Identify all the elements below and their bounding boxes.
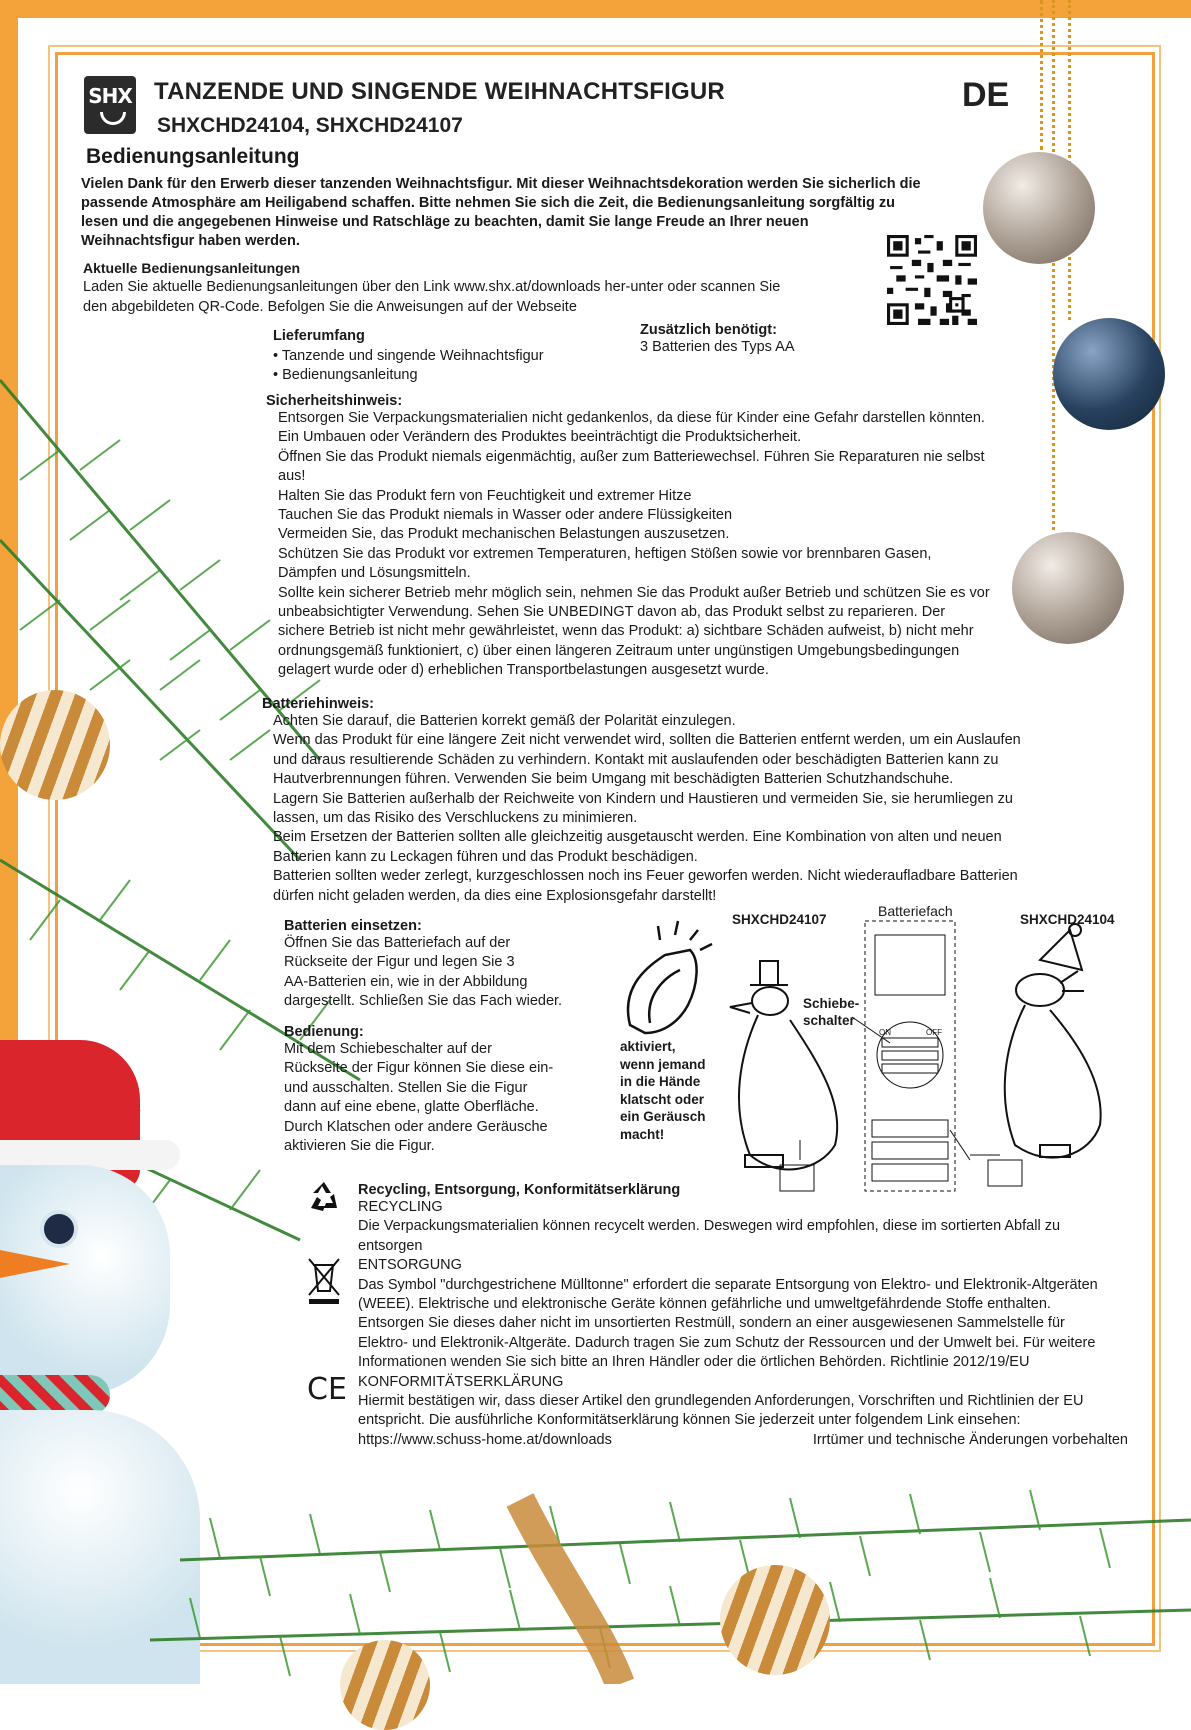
insert-section: Batterien einsetzen: Öffnen Sie das Batteriefach auf der Rückseite der Figur und legen Sie 3 AA-Batterien ein, wie in der Abbildung dargestellt. Schließen Sie das Fach wieder. [284, 918, 604, 1012]
compartment-label: Batteriefach [878, 903, 953, 919]
language-code: DE [962, 76, 1010, 114]
snowman-nose [0, 1250, 70, 1278]
goose-figure-sketch [730, 961, 837, 1169]
conformity-heading: KONFORMITÄTSERKLÄRUNG [358, 1373, 564, 1390]
extra-section: Zusätzlich benötigt: 3 Batterien des Typs AA [640, 322, 795, 355]
pine-garland-bottom [0, 1460, 1191, 1684]
model-left-label: SHXCHD24107 [732, 912, 827, 927]
battery-notes-section: Batteriehinweis: Achten Sie darauf, die Batterien korrekt gemäß der Polarität einzulegen. Wenn das Produkt für eine längere Zeit nicht verwendet wird, sollten die Batterien entfernt werden, um ein Auslaufen und daraus resultierende Schäden zu verhindern. Kontakt mit auslaufenden oder beschädigten Batterien kann zu Hautverbrennungen führen. Verwenden Sie beim Umgang mit beschädigten Batterien Schutzhandschuhe. Lagern Sie Batterien außerhalb der Reichweite von Kindern und Haustieren und vermeiden Sie, sie herumliegen zu lassen, um das Risiko des Verschluckens zu minimieren. Beim Ersetzen der Batterien sollten alle gleichzeitig ausgetauscht werden. Eine Kombination von alten und neuen Batterien kann zu Leckagen führen und das Produkt beschädigen. Batterien sollten weder zerlegt, kurzgeschlossen noch ins Feuer geworfen werden. Nicht wiederaufladbare Batterien dürfen nicht geladen werden, da dies eine Explosionsgefahr darstellt! [262, 696, 1122, 906]
model-numbers: SHXCHD24104, SHXCHD24107 [157, 114, 463, 137]
ce-mark: CE [307, 1372, 347, 1407]
recycling-heading: RECYCLING [358, 1199, 443, 1215]
clap-label: aktiviert, wenn jemand in die Hände klatscht oder ein Geräusch macht! [620, 1039, 706, 1142]
extra-heading: Zusätzlich benötigt: [640, 322, 777, 338]
battery-aa [872, 1142, 948, 1159]
list-item: • Bedienungsanleitung [273, 367, 418, 383]
compliance-heading: Recycling, Entsorgung, Konformitätserklärung [358, 1182, 681, 1198]
disposal-heading: ENTSORGUNG [358, 1257, 462, 1274]
battery-notes-heading: Batteriehinweis: [262, 696, 374, 712]
ornament-chain [1040, 0, 1043, 150]
scope-section [273, 327, 544, 386]
compartment-frame [865, 921, 955, 1191]
conformity-link[interactable]: https://www.schuss-home.at/downloads [358, 1431, 612, 1448]
compliance-section: Recycling, Entsorgung, Konformitätserklärung RECYCLING Die Verpackungsmaterialien können recycelt werden. Deswegen wird empfohlen, diese im sortierten Abfall zu entsorgen ENTSORGUNG Das Symbol "durchgestrichene Mülltonne" erfordert die separate Entsorgung von Elektro- und Elektronik-Altgeräten (WEEE). Elektrische und elektronische Geräte können gefährliche und umweltgefährdende Stoffe enthalten. Entsorgen Sie dieses daher nicht im unsortierten Restmüll, sondern an einer ausgewiesenen Sammelstelle für Elektro- und Elektronik-Altgeräte. Dadurch tragen Sie zum Schutz der Ressourcen und der Umwelt bei. Für weitere Informationen wenden Sie sich bitte an Ihren Händler oder die örtlichen Behörden. Richtlinie 2012/19/EU KONFORMITÄTSERKLÄRUNG Hiermit bestätigen wir, dass dieser Artikel den grundlegenden Anforderungen, Vorschriften und Richtlinien der EU entspricht. Die ausführliche Konformitätserklärung können Sie jederzeit unter folgendem Link einsehen: https://www.schuss-home.at/downloads Irrtümer und technische Änderungen vorbehalten [358, 1182, 1138, 1451]
page-title: TANZENDE UND SINGENDE WEIHNACHTSFIGUR [154, 78, 725, 105]
scope-heading: Lieferumfang [273, 328, 365, 344]
battery-aa [872, 1120, 948, 1137]
crossed-bin-icon [307, 1257, 341, 1305]
switch-off-label: OFF [926, 1028, 942, 1037]
shx-logo: SHX [84, 76, 136, 134]
insert-heading: Batterien einsetzen: [284, 918, 422, 934]
ornament-silver-ball [983, 152, 1095, 264]
operation-heading: Bedienung: [284, 1024, 364, 1040]
downloads-heading: Aktuelle Bedienungsanleitungen [83, 260, 301, 276]
switch-label: Schiebe- schalter [803, 996, 860, 1028]
list-item: • Tanzende und singende Weihnachtsfigur [273, 347, 544, 364]
battery-diagram [620, 905, 1130, 1195]
disclaimer: Irrtümer und technische Änderungen vorbehalten [812, 1431, 1128, 1448]
frame-top-bar [0, 0, 1191, 18]
ornament-striped-ball [0, 690, 110, 800]
snowman-head [0, 1165, 170, 1395]
reindeer-figure-sketch [1005, 924, 1101, 1158]
operation-section: Bedienung: Mit dem Schiebeschalter auf der Rückseite der Figur können Sie diese ein- und ausschalten. Stellen Sie die Figur dann auf eine ebene, glatte Oberfläche. Durch Klatschen oder andere Geräusche aktivieren Sie die Figur. [284, 1024, 604, 1156]
ornament-striped-ball [720, 1565, 830, 1675]
compartment-lid [875, 935, 945, 995]
recycling-icon [307, 1180, 341, 1214]
battery-aa [872, 1164, 948, 1181]
ornament-striped-ball [340, 1640, 430, 1730]
safety-section: Sicherheitshinweis: Entsorgen Sie Verpackungsmaterialien nicht gedankenlos, da diese für Kinder eine Gefahr darstellen könnten. Ein Umbauen oder Verändern des Produktes beeinträchtigt die Produktsicherheit. Öffnen Sie das Produkt niemals eigenmächtig, außer zum Batteriewechsel. Führen Sie Reparaturen nie selbst aus! Halten Sie das Produkt fern von Feuchtigkeit und extremer Hitze Tauchen Sie das Produkt niemals in Wasser oder andere Flüssigkeiten Vermeiden Sie, das Produkt mechanischen Belastungen auszusetzen. Schützen Sie das Produkt vor extremen Temperaturen, heftigen Stößen sowie vor brennbaren Gasen, Dämpfen und Lösungsmitteln. Sollte kein sicherer Betrieb mehr möglich sein, nehmen Sie das Produkt außer Betrieb und schützen Sie es vor unbeabsichtigter Verwendung. Sehen Sie UNBEDINGT davon ab, das Produkt selbst zu reparieren. Der sichere Betrieb ist nicht mehr gewährleistet, wenn das Produkt: a) sichtbare Schäden aufweist, b) nicht mehr ordnungsgemäß funktioniert, c) über einen längeren Zeitraum unter ungünstigen Umgebungsbedingungen gelagert wurde oder d) erheblichen Transportbelastungen ausgesetzt wurde. [266, 393, 1096, 681]
intro-text: Vielen Dank für den Erwerb dieser tanzenden Weihnachtsfigur. Mit dieser Weihnachtsdekoration werden Sie sicherlich die passende Atmosphäre am Heiligabend schaffen. Bitte nehmen Sie sich die Zeit, die Bedienungsanleitung sorgfältig zu lesen und die angegebenen Hinweise und Ratschläge zu beachten, damit Sie lange Freude an Ihrer neuen Weihnachtsfigur haben werden. [81, 176, 921, 249]
downloads-section: Aktuelle Bedienungsanleitungen Laden Sie aktuelle Bedienungsanleitungen über den Link www.shx.at/downloads her-unter oder scannen Sie den abgebildeten QR-Code. Befolgen Sie die Anweisungen auf der Webseite [83, 259, 883, 317]
snowman-eye [40, 1210, 78, 1248]
qr-code[interactable] [887, 235, 977, 325]
safety-heading: Sicherheitshinweis: [266, 393, 403, 409]
model-right-label: SHXCHD24104 [1020, 912, 1115, 927]
manual-heading: Bedienungsanleitung [86, 145, 300, 168]
snowman-scarf [0, 1375, 110, 1415]
switch-on-label: ON [879, 1028, 891, 1037]
clapping-hands-icon [628, 921, 712, 1033]
